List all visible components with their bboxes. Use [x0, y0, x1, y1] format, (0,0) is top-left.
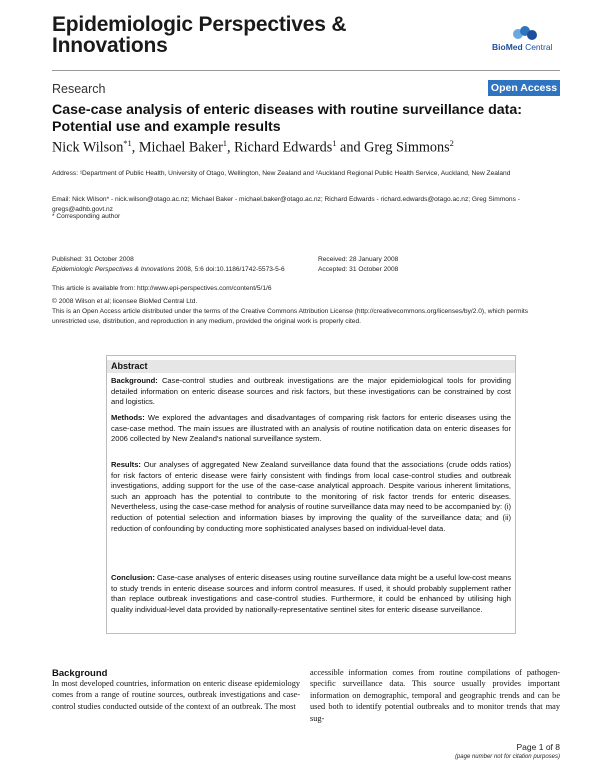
abstract-box: [106, 355, 516, 634]
accepted-date: Accepted: 31 October 2008: [318, 265, 399, 273]
publication-info: [52, 255, 302, 274]
author-affiliation-mark: *1: [123, 138, 132, 148]
author-affiliation-mark: 2: [449, 138, 454, 148]
license-statement: This is an Open Access article distributed under the terms of the Creative Commons Attribution License (http://creativecommons.org/licenses/by/2.0), which permits unrestricted use, distribution, and reproduction in any medium, provided the original work is properly cited.: [52, 308, 529, 325]
corresponding-author-note: * Corresponding author: [52, 213, 121, 220]
article-title: Case-case analysis of enteric diseases with routine surveillance data: Potential use and example results: [52, 102, 522, 135]
article-section: Research: [52, 82, 106, 96]
submission-dates: [318, 255, 558, 274]
abstract-methods: Methods: We explored the advantages and disadvantages of comparing risk factors for enteric diseases using the case-case method. The main issues are illustrated with an analysis of routine notification data on enteric diseases for 2006 collected by New Zealand's national surveillance system.: [111, 413, 511, 444]
author-list: [52, 134, 572, 157]
section-heading-background: Background: [52, 668, 108, 679]
received-date: Received: 28 January 2008: [318, 256, 399, 263]
page-number: Page 1 of 8: [516, 742, 560, 752]
copyright-notice: © 2008 Wilson et al; licensee BioMed Central Ltd.: [52, 298, 198, 305]
biomed-central-logo-text: BioMed Central: [492, 42, 553, 52]
journal-title: Epidemiologic Perspectives & Innovations: [52, 13, 347, 57]
biomed-central-logo: [492, 24, 562, 54]
author-affiliation-mark: 1: [222, 138, 228, 148]
abstract-conclusion-label: Conclusion:: [111, 573, 155, 582]
author-name: Michael Baker: [138, 139, 223, 156]
abstract-results: Results: Our analyses of aggregated New Zealand surveillance data found that the associations (crude odds ratios) for risk factors of enteric disease were fairly consistent with findings from local case-control studies and outbreak investigations, adding support for the use of the case-case analytical approach. Despite various inherent limitations, such an approach has the potential to contribute to the monitoring of risk factor trends for enteric diseases. Nevertheless, using the case-case method for analysis of routine surveillance data may need to be accompanied by: (i) reduction of potential selection and information biases by improving the quality of the surveillance data; and (ii) reduction of confounding by conducting more sophisticated analyses based on individual-level data.: [111, 460, 511, 533]
author-name: Richard Edwards: [234, 139, 333, 156]
body-text-left-column: In most developed countries, information on enteric disease epidemiology comes from a range of routine sources, outbreak investigations and case-control studies conducted outside of the context of an outbreak. The most: [52, 679, 300, 711]
author-separator: ,: [227, 139, 235, 156]
author-emails: Email: Nick Wilson* - nick.wilson@otago.ac.nz; Michael Baker - michael.baker@otago.ac.nz; Richard Edwards - richard.edwards@otago.ac.nz; Greg Simmons - gregs@adhb.govt.nz: [52, 196, 520, 213]
author-affiliation-mark: 1: [332, 138, 337, 148]
published-date: Published: 31 October 2008: [52, 256, 134, 263]
citation: [52, 265, 302, 275]
article-url[interactable]: This article is available from: http://www.epi-perspectives.com/content/5/1/6: [52, 285, 272, 292]
body-text-right-column: accessible information comes from routine compilations of pathogen-specific surveillance data. This source usually provides important information on demographic, temporal and geographic trends and can be used both to identify potential outbreaks and to monitor trends that may sug-: [310, 668, 560, 723]
header-divider: [52, 70, 560, 71]
biomed-central-logo-mark-icon: [510, 24, 540, 42]
abstract-results-label: Results:: [111, 460, 141, 469]
author-name: Nick Wilson: [52, 139, 124, 156]
open-access-badge: Open Access: [488, 80, 560, 96]
citation-details: 2008, 5:6 doi:10.1186/1742-5573-5-6: [174, 265, 285, 273]
author-separator: ,: [131, 139, 139, 156]
author-name: Greg Simmons: [364, 139, 450, 156]
author-address: Address: ¹Department of Public Health, University of Otago, Wellington, New Zealand and ²Auckland Regional Public Health Service, Auckland, New Zealand: [52, 170, 511, 177]
author-separator: and: [336, 139, 365, 156]
page-number-note: (page number not for citation purposes): [454, 754, 560, 760]
abstract-background-label: Background:: [111, 376, 158, 385]
abstract-heading: Abstract: [107, 360, 515, 373]
abstract-conclusion: Conclusion: Case-case analyses of enteric diseases using routine surveillance data might be a useful low-cost means to study trends in enteric disease sources and inform control measures. If used, it should probably supplement rather than replace outbreak investigations and case-control studies. Furthermore, it could be enhanced by utilising high quality individual-level data provided by nationally-representative sentinel sites for enteric disease surveillance.: [111, 573, 511, 614]
citation-journal: Epidemiologic Perspectives & Innovations: [52, 265, 175, 273]
abstract-background: Background: Case-control studies and outbreak investigations are the major epidemiological tools for providing detailed information on enteric disease sources and risk factors, but these investigations can be constrained by cost and logistics.: [111, 376, 511, 407]
abstract-methods-label: Methods:: [111, 413, 145, 422]
